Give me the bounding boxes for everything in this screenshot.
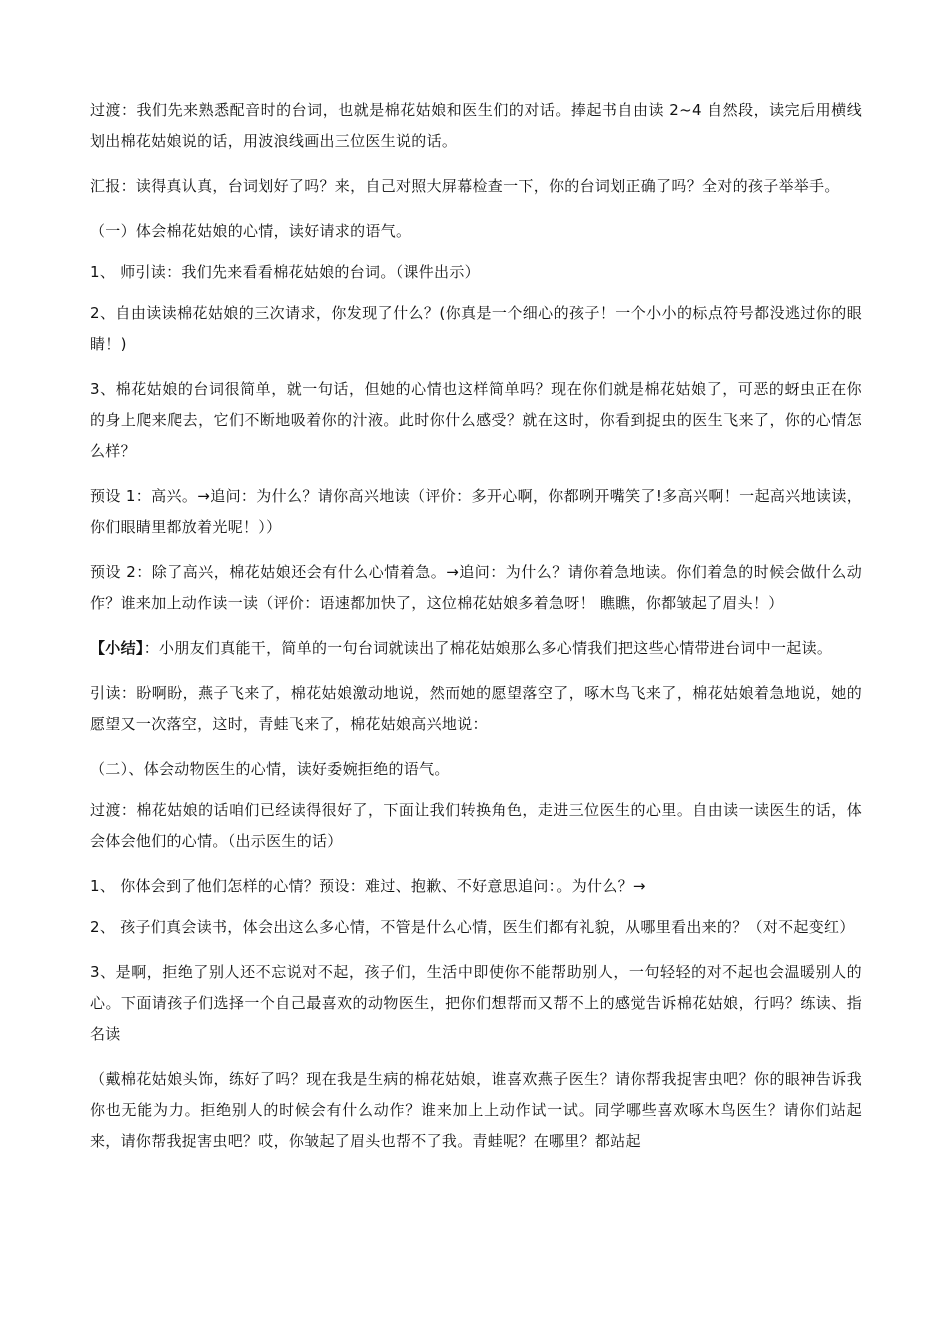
paragraph-preset-1: 预设 1：高兴。→追问：为什么？请你高兴地读（评价：多开心啊，你都咧开嘴笑了!多高兴啊！一起高兴地读读，你们眼睛里都放着光呢！）） (90, 487, 862, 536)
paragraph-roleplay: （戴棉花姑娘头饰，练好了吗？现在我是生病的棉花姑娘，谁喜欢燕子医生？请你帮我捉害虫吧？你的眼神告诉我你也无能为力。拒绝别人的时候会有什么动作？谁来加上上动作试一试。同学哪些喜欢啄木鸟医生？请你们站起来，请你帮我捉害虫吧？哎，你皱起了眉头也帮不了我。青蛙呢？在哪里？都站起 (90, 1070, 862, 1150)
paragraph-doctor-step-2: 2、 孩子们真会读书，体会出这么多心情，不管是什么心情，医生们都有礼貌，从哪里看出来的？（对不起变红） (90, 918, 855, 936)
section-heading-2: （二）、体会动物医生的心情，读好委婉拒绝的语气。 (90, 760, 450, 778)
paragraph-step-2: 2、自由读读棉花姑娘的三次请求，你发现了什么？(你真是一个细心的孩子！一个小小的标点符号都没逃过你的眼睛！) (90, 304, 862, 353)
paragraph-preset-2: 预设 2：除了高兴，棉花姑娘还会有什么心情着急。→追问：为什么？请你着急地读。你们着急的时候会做什么动作？谁来加上动作读一读（评价：语速都加快了，这位棉花姑娘多着急呀！ 瞧瞧，你都皱起了眉头！） (90, 563, 862, 612)
paragraph-step-3: 3、棉花姑娘的台词很简单，就一句话，但她的心情也这样简单吗？现在你们就是棉花姑娘了，可恶的蚜虫正在你的身上爬来爬去，它们不断地吸着你的汁液。此时你什么感受？就在这时，你看到捉虫的医生飞来了，你的心情怎么样？ (90, 380, 862, 460)
paragraph-step-1: 1、 师引读：我们先来看看棉花姑娘的台词。（课件出示） (90, 263, 480, 281)
paragraph-transition-1: 过渡：我们先来熟悉配音时的台词，也就是棉花姑娘和医生们的对话。捧起书自由读 2~4 自然段，读完后用横线划出棉花姑娘说的话，用波浪线画出三位医生说的话。 (90, 101, 862, 150)
paragraph-report: 汇报：读得真认真，台词划好了吗？来，自己对照大屏幕检查一下，你的台词划正确了吗？全对的孩子举举手。 (90, 177, 840, 195)
paragraph-transition-2: 过渡：棉花姑娘的话咱们已经读得很好了，下面让我们转换角色，走进三位医生的心里。自由读一读医生的话，体会体会他们的心情。（出示医生的话） (90, 801, 862, 850)
section-heading-1: （一）体会棉花姑娘的心情，读好请求的语气。 (90, 222, 412, 240)
paragraph-doctor-step-1: 1、 你体会到了他们怎样的心情？预设：难过、抱歉、不好意思追问：。为什么？→ (90, 877, 646, 895)
summary-text: ：小朋友们真能干，简单的一句台词就读出了棉花姑娘那么多心情我们把这些心情带进台词中一起读。 (143, 639, 833, 657)
paragraph-summary (90, 633, 862, 664)
summary-tag: 【小结】 (90, 639, 144, 657)
paragraph-guided-reading: 引读：盼啊盼，燕子飞来了，棉花姑娘激动地说，然而她的愿望落空了，啄木鸟飞来了，棉花姑娘着急地说，她的愿望又一次落空，这时，青蛙飞来了，棉花姑娘高兴地说： (90, 684, 862, 733)
paragraph-doctor-step-3: 3、是啊，拒绝了别人还不忘说对不起，孩子们，生活中即使你不能帮助别人，一句轻轻的对不起也会温暖别人的心。下面请孩子们选择一个自己最喜欢的动物医生，把你们想帮而又帮不上的感觉告诉棉花姑娘，行吗？练读、指名读 (90, 963, 862, 1043)
document-body (90, 95, 862, 1171)
